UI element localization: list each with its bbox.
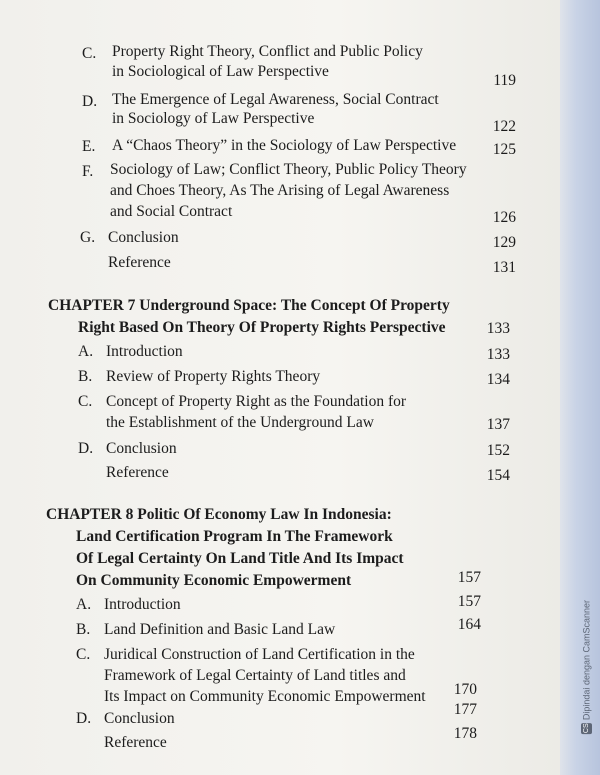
item-title-line: Introduction: [106, 343, 183, 360]
item-title-line: Its Impact on Community Economic Empowerment: [104, 688, 426, 705]
chapter-title-line: Right Based On Theory Of Property Rights Perspective: [78, 319, 446, 336]
page-number: 157: [457, 569, 481, 586]
page-number: 164: [457, 616, 481, 633]
item-letter: B.: [76, 621, 91, 638]
item-title-line: Property Right Theory, Conflict and Public Policy: [112, 43, 423, 60]
item-title-line: Concept of Property Right as the Foundation for: [106, 393, 407, 410]
page-number: 178: [453, 725, 477, 742]
item-title-line: and Choes Theory, As The Arising of Legal Awareness: [110, 182, 450, 199]
item-title-line: Review of Property Rights Theory: [106, 368, 321, 385]
page-number: 125: [492, 141, 516, 158]
item-title-line: Conclusion: [108, 229, 179, 246]
item-title-line: Reference: [104, 734, 167, 751]
camscanner-icon: CS: [583, 723, 590, 734]
item-title-line: in Sociology of Law Perspective: [112, 110, 315, 127]
item-title-line: Sociology of Law; Conflict Theory, Public Policy Theory: [110, 161, 467, 178]
chapter-title-line: On Community Economic Empowerment: [76, 572, 352, 589]
item-letter: C.: [76, 646, 91, 663]
item-title-line: Introduction: [104, 596, 181, 613]
item-title-line: Juridical Construction of Land Certification in the: [104, 646, 415, 663]
item-title-line: in Sociological of Law Perspective: [112, 63, 329, 80]
page-number: 154: [486, 467, 510, 484]
item-title-line: Land Definition and Basic Land Law: [104, 621, 336, 638]
item-letter: C.: [78, 393, 93, 410]
page-number: 133: [486, 346, 510, 363]
scanner-watermark: [581, 600, 592, 734]
item-title-line: Reference: [106, 464, 169, 481]
page-number: 133: [486, 320, 510, 337]
item-letter: A.: [78, 343, 94, 360]
item-letter: G.: [80, 229, 96, 246]
page-number: 126: [492, 209, 516, 226]
item-letter: D.: [76, 710, 92, 727]
item-title-line: Reference: [108, 254, 171, 271]
page-number: 177: [453, 701, 477, 718]
item-letter: B.: [78, 368, 93, 385]
page-number: 129: [492, 234, 516, 251]
page-number: 134: [486, 371, 510, 388]
item-letter: E.: [82, 138, 96, 155]
item-letter: C.: [82, 45, 97, 62]
chapter-title-line: Of Legal Certainty On Land Title And Its Impact: [76, 550, 404, 567]
chapter-title-line: CHAPTER 8 Politic Of Economy Law In Indonesia:: [46, 506, 392, 523]
item-letter: D.: [82, 93, 98, 110]
item-title-line: the Establishment of the Underground Law: [106, 414, 374, 431]
item-letter: A.: [76, 596, 92, 613]
page-number: 122: [492, 118, 516, 135]
page-number: 137: [486, 416, 510, 433]
item-letter: F.: [82, 163, 94, 180]
item-letter: D.: [78, 440, 94, 457]
item-title-line: A “Chaos Theory” in the Sociology of Law Perspective: [112, 137, 457, 154]
item-title-line: Conclusion: [106, 440, 177, 457]
page-edge: [560, 0, 600, 775]
item-title-line: and Social Contract: [110, 203, 233, 220]
page-number: 131: [492, 259, 516, 276]
chapter-title-line: CHAPTER 7 Underground Space: The Concept Of Property: [48, 297, 450, 314]
watermark-text: Dipindai dengan CamScanner: [581, 600, 592, 721]
page-number: 157: [457, 593, 481, 610]
page-number: 152: [486, 442, 510, 459]
item-title-line: The Emergence of Legal Awareness, Social Contract: [112, 91, 439, 108]
item-title-line: Framework of Legal Certainty of Land titles and: [104, 667, 406, 684]
page-number: 170: [453, 681, 477, 698]
page-number: 119: [493, 72, 516, 89]
chapter-title-line: Land Certification Program In The Framework: [76, 528, 393, 545]
item-title-line: Conclusion: [104, 710, 175, 727]
